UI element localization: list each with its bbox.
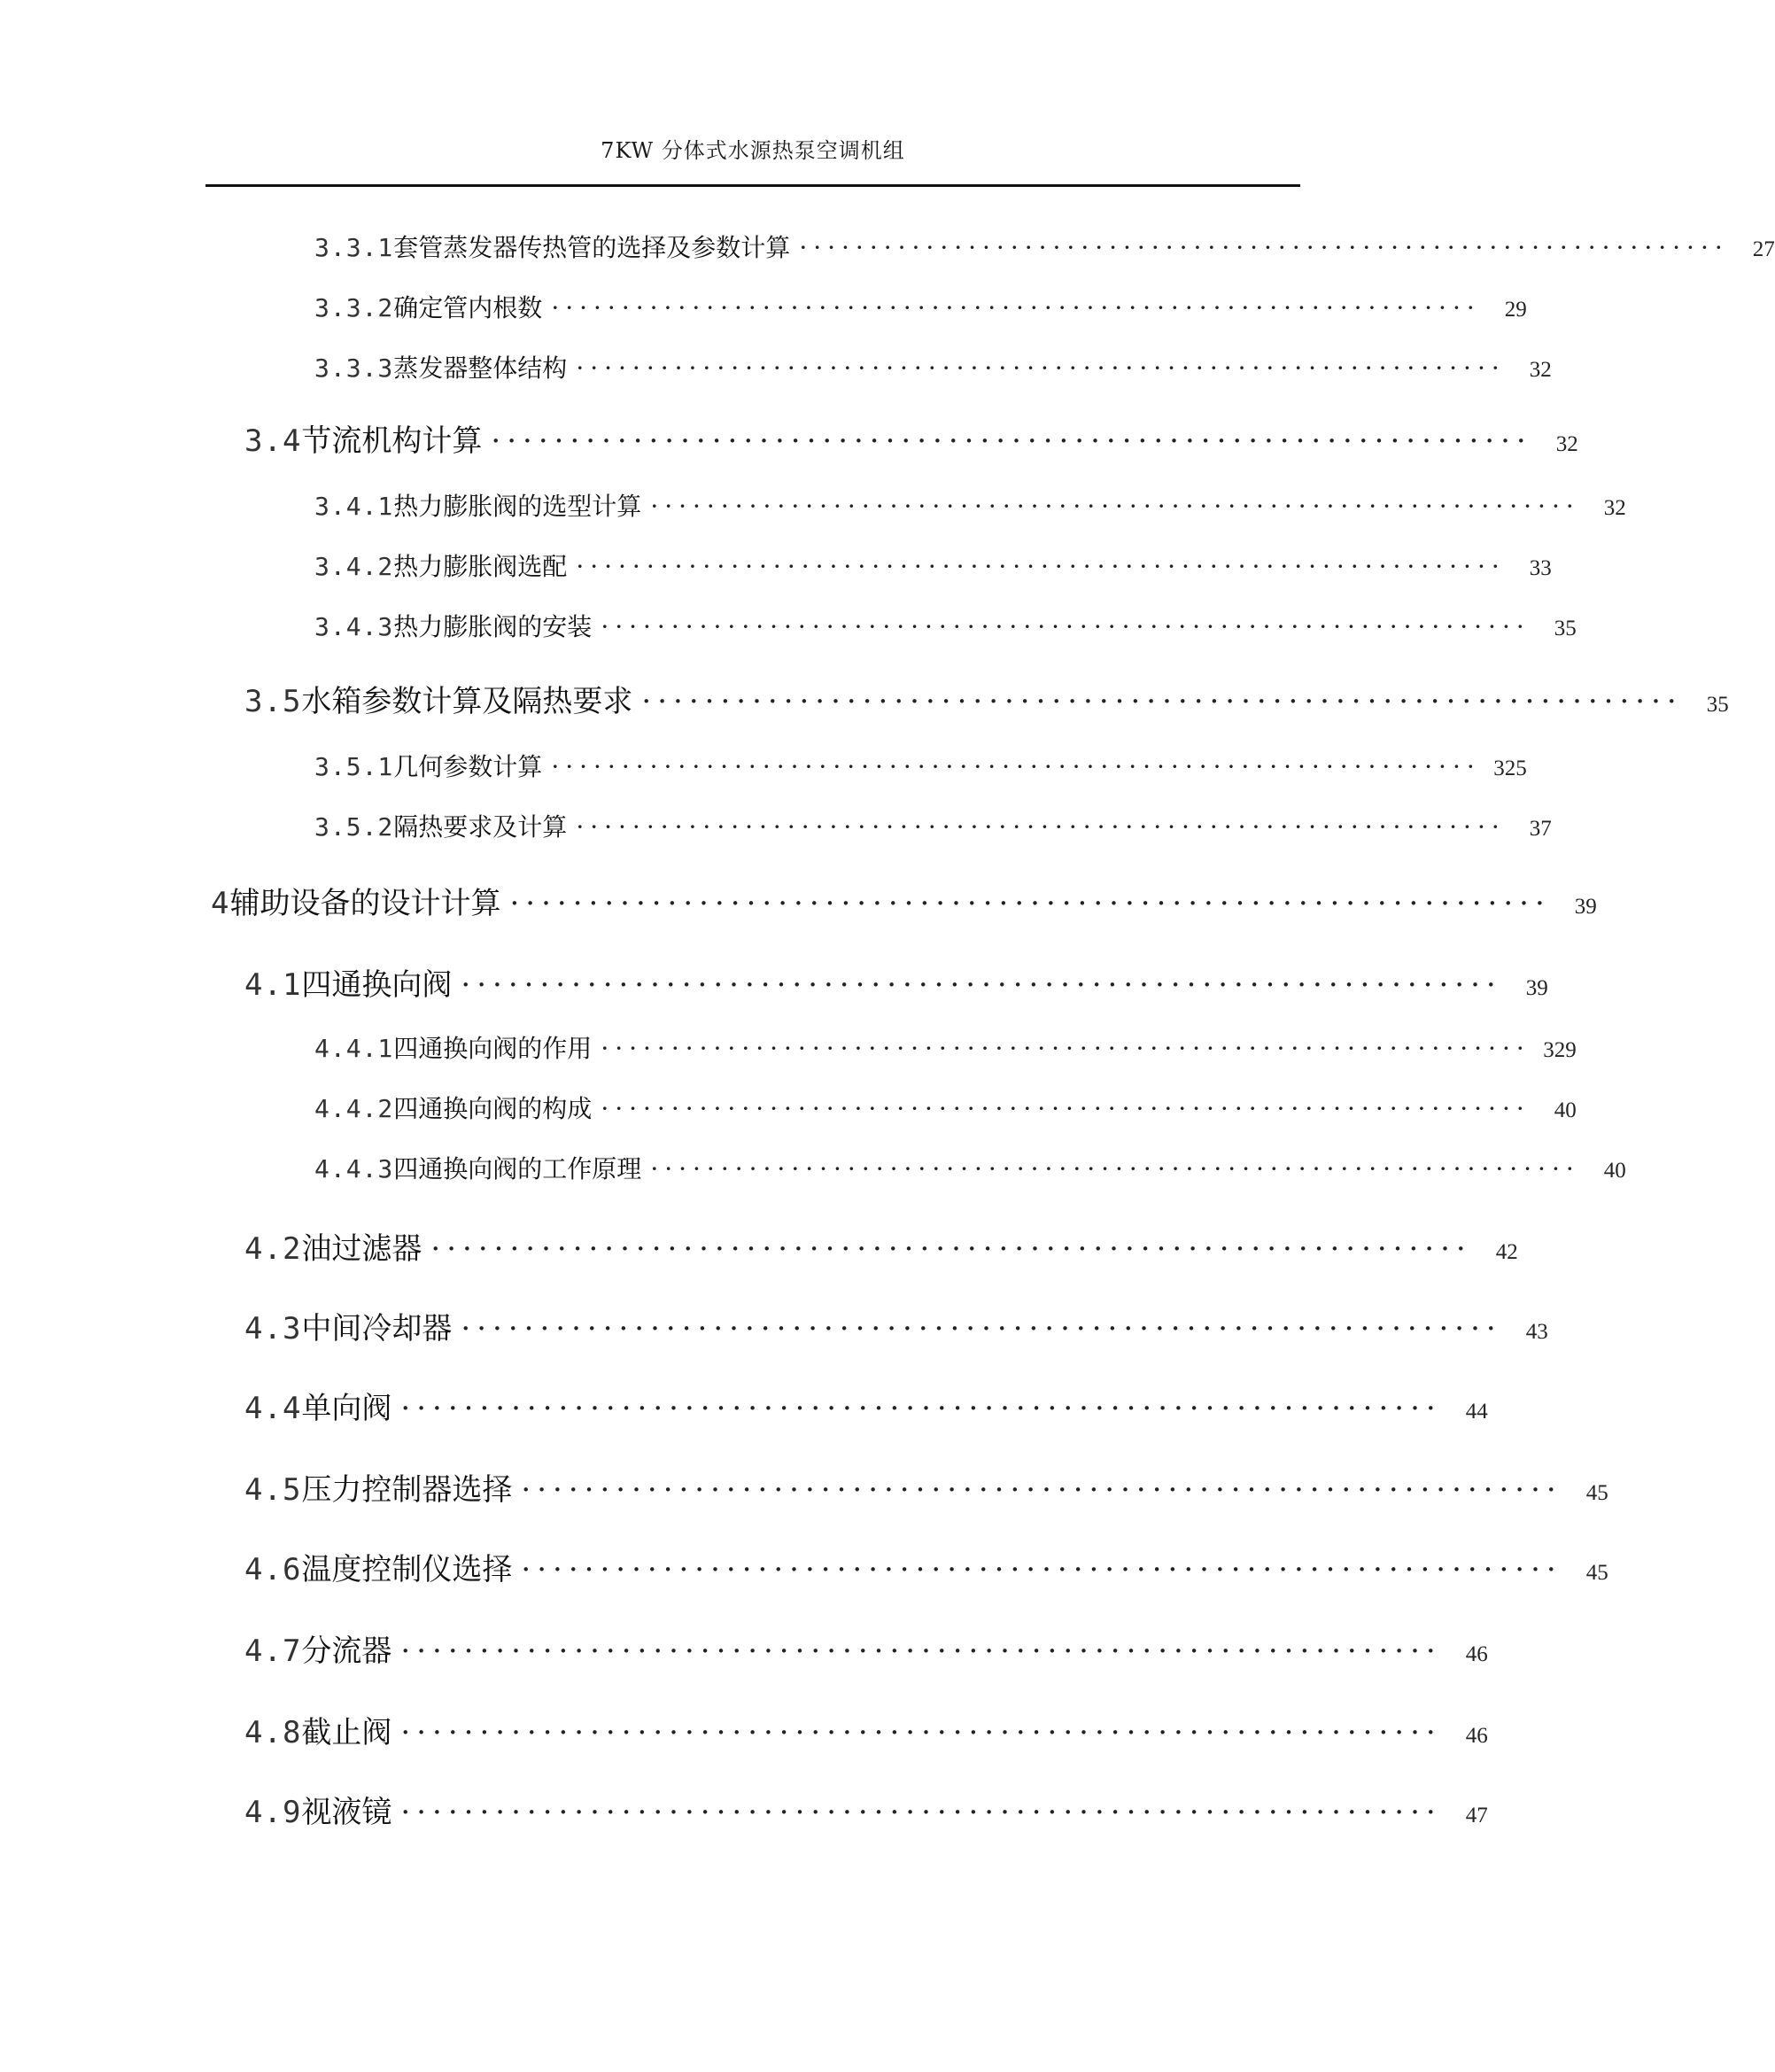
toc-entry[interactable] — [244, 1304, 1548, 1347]
toc-entry-title: 四通换向阀 — [301, 967, 453, 1003]
toc-entry-title: 四通换向阀的作用 — [393, 1034, 593, 1063]
toc-entry[interactable] — [244, 1626, 1488, 1670]
toc-entry-title: 四通换向阀的构成 — [393, 1094, 593, 1123]
toc-entry-title: 截止阀 — [301, 1715, 392, 1750]
toc-entry-number: 4.4.3 — [314, 1154, 394, 1183]
toc-entry-title: 热力膨胀阀的选型计算 — [393, 492, 642, 521]
toc-dot-leader: ·································································· — [650, 1154, 1580, 1183]
toc-dot-leader: ·································································· — [400, 1715, 1442, 1750]
toc-entry-title: 热力膨胀阀的安装 — [393, 612, 593, 641]
toc-entry-page-number: 32 — [1555, 432, 1578, 456]
toc-entry-number: 3.3.3 — [314, 353, 394, 383]
toc-entry-number: 4.7 — [244, 1634, 302, 1669]
toc-entry-page-number: 329 — [1543, 1038, 1577, 1062]
header-divider — [205, 184, 1300, 187]
toc-dot-leader: ·································································· — [400, 1391, 1442, 1426]
toc-entry[interactable] — [314, 1029, 1577, 1065]
toc-entry-page-number: 39 — [1525, 976, 1548, 1000]
toc-entry-page-number: 37 — [1529, 817, 1552, 841]
toc-entry[interactable] — [314, 229, 1775, 264]
toc-dot-leader: ·································································· — [509, 886, 1551, 921]
toc-entry-title: 隔热要求及计算 — [393, 812, 568, 842]
toc-entry-title: 套管蒸发器传热管的选择及参数计算 — [393, 233, 791, 262]
toc-dot-leader: ·································································· — [521, 1472, 1562, 1508]
toc-entry-page-number: 32 — [1603, 496, 1626, 520]
toc-entry-number: 3.4.3 — [314, 612, 394, 641]
toc-dot-leader: ·································································· — [650, 492, 1580, 521]
toc-entry-number: 3.4.1 — [314, 492, 394, 521]
toc-entry[interactable] — [244, 1545, 1608, 1588]
toc-dot-leader: ·································································· — [461, 1311, 1502, 1346]
toc-dot-leader: ·································································· — [551, 293, 1481, 322]
toc-entry-number: 4.4.1 — [314, 1034, 394, 1063]
toc-entry-number: 4.6 — [244, 1552, 302, 1587]
toc-entry[interactable] — [244, 1224, 1518, 1268]
toc-dot-leader: ·································································· — [641, 684, 1683, 719]
toc-entry-number: 4.4.2 — [314, 1094, 394, 1123]
toc-entry-page-number: 46 — [1465, 1724, 1488, 1748]
toc-entry-page-number: 29 — [1504, 298, 1527, 322]
toc-entry-title: 蒸发器整体结构 — [393, 353, 568, 383]
toc-dot-leader: ·································································· — [461, 967, 1502, 1003]
toc-entry-page-number: 45 — [1585, 1481, 1608, 1505]
toc-entry-title: 视液镜 — [301, 1795, 392, 1830]
page-header-title: 7KW 分体式水源热泵空调机组 — [601, 138, 905, 163]
toc-entry-title: 节流机构计算 — [301, 423, 483, 459]
toc-entry-number: 3.4 — [244, 423, 302, 459]
toc-entry-number: 3.4.2 — [314, 552, 394, 581]
toc-entry-title: 热力膨胀阀选配 — [393, 552, 568, 581]
toc-entry-number: 4.3 — [244, 1311, 302, 1346]
toc-entry-page-number: 33 — [1529, 556, 1552, 580]
toc-entry-page-number: 27 — [1752, 237, 1775, 261]
toc-dot-leader: ·································································· — [400, 1795, 1442, 1830]
toc-entry-page-number: 46 — [1465, 1642, 1488, 1666]
toc-entry[interactable] — [244, 960, 1548, 1004]
toc-entry-number: 3.5 — [244, 684, 302, 719]
toc-entry[interactable] — [244, 1384, 1488, 1427]
toc-dot-leader: ·································································· — [576, 812, 1506, 842]
toc-dot-leader: ·································································· — [400, 1634, 1442, 1669]
toc-entry[interactable] — [211, 879, 1597, 922]
toc-dot-leader: ·································································· — [521, 1552, 1562, 1587]
toc-entry[interactable] — [314, 1090, 1577, 1125]
toc-entry-title: 四通换向阀的工作原理 — [393, 1154, 642, 1183]
toc-entry[interactable] — [314, 547, 1552, 583]
toc-dot-leader: ·································································· — [799, 233, 1729, 262]
toc-entry-number: 3.3.2 — [314, 293, 394, 322]
toc-dot-leader: ·································································· — [430, 1231, 1472, 1267]
toc-entry-page-number: 39 — [1574, 895, 1597, 919]
toc-entry[interactable] — [244, 1788, 1488, 1831]
toc-entry-number: 3.5.2 — [314, 812, 394, 842]
toc-dot-leader: ·································································· — [601, 1094, 1531, 1123]
toc-entry-title: 温度控制仪选择 — [301, 1552, 513, 1587]
toc-entry-title: 水箱参数计算及隔热要求 — [301, 684, 633, 719]
toc-entry-number: 4.4 — [244, 1391, 302, 1426]
toc-dot-leader: ·································································· — [551, 752, 1481, 781]
toc-entry[interactable] — [314, 487, 1626, 523]
toc-entry[interactable] — [314, 349, 1552, 384]
toc-entry-title: 分流器 — [301, 1634, 392, 1669]
toc-entry-title: 确定管内根数 — [393, 293, 543, 322]
toc-entry-title: 压力控制器选择 — [301, 1472, 513, 1508]
toc-entry-title: 中间冷却器 — [301, 1311, 453, 1346]
toc-entry-page-number: 40 — [1554, 1098, 1577, 1122]
toc-entry-number: 3.3.1 — [314, 233, 394, 262]
toc-entry[interactable] — [244, 416, 1578, 460]
toc-dot-leader: ·································································· — [601, 612, 1531, 641]
toc-entry[interactable] — [314, 808, 1552, 843]
toc-entry-page-number: 43 — [1525, 1320, 1548, 1344]
toc-entry-number: 4 — [211, 886, 230, 921]
toc-entry-number: 4.2 — [244, 1231, 302, 1267]
toc-entry-page-number: 325 — [1493, 757, 1527, 780]
toc-entry-number: 3.5.1 — [314, 752, 394, 781]
toc-dot-leader: ·································································· — [601, 1034, 1531, 1063]
toc-entry-title: 几何参数计算 — [393, 752, 543, 781]
toc-entry[interactable] — [314, 1150, 1626, 1185]
toc-entry-page-number: 42 — [1495, 1240, 1518, 1264]
toc-entry[interactable] — [314, 289, 1527, 324]
toc-entry[interactable] — [244, 677, 1729, 720]
toc-entry-page-number: 35 — [1706, 693, 1729, 717]
toc-dot-leader: ·································································· — [576, 353, 1506, 383]
toc-entry[interactable] — [314, 748, 1527, 783]
toc-entry-page-number: 32 — [1529, 358, 1552, 382]
toc-entry[interactable] — [244, 1465, 1608, 1509]
toc-dot-leader: ·································································· — [576, 552, 1506, 581]
toc-entry-page-number: 47 — [1465, 1804, 1488, 1828]
toc-entry-title: 油过滤器 — [301, 1231, 422, 1267]
toc-entry-title: 单向阀 — [301, 1391, 392, 1426]
toc-entry[interactable] — [314, 608, 1577, 643]
toc-entry-number: 4.8 — [244, 1715, 302, 1750]
toc-entry-page-number: 35 — [1554, 617, 1577, 640]
toc-entry[interactable] — [244, 1708, 1488, 1751]
toc-entry-page-number: 45 — [1585, 1561, 1608, 1585]
toc-entry-number: 4.5 — [244, 1472, 302, 1508]
toc-entry-number: 4.1 — [244, 967, 302, 1003]
toc-entry-number: 4.9 — [244, 1795, 302, 1830]
toc-entry-title: 辅助设备的设计计算 — [229, 886, 501, 921]
toc-dot-leader: ·································································· — [491, 423, 1532, 459]
toc-entry-page-number: 44 — [1465, 1400, 1488, 1424]
toc-entry-page-number: 40 — [1603, 1159, 1626, 1183]
